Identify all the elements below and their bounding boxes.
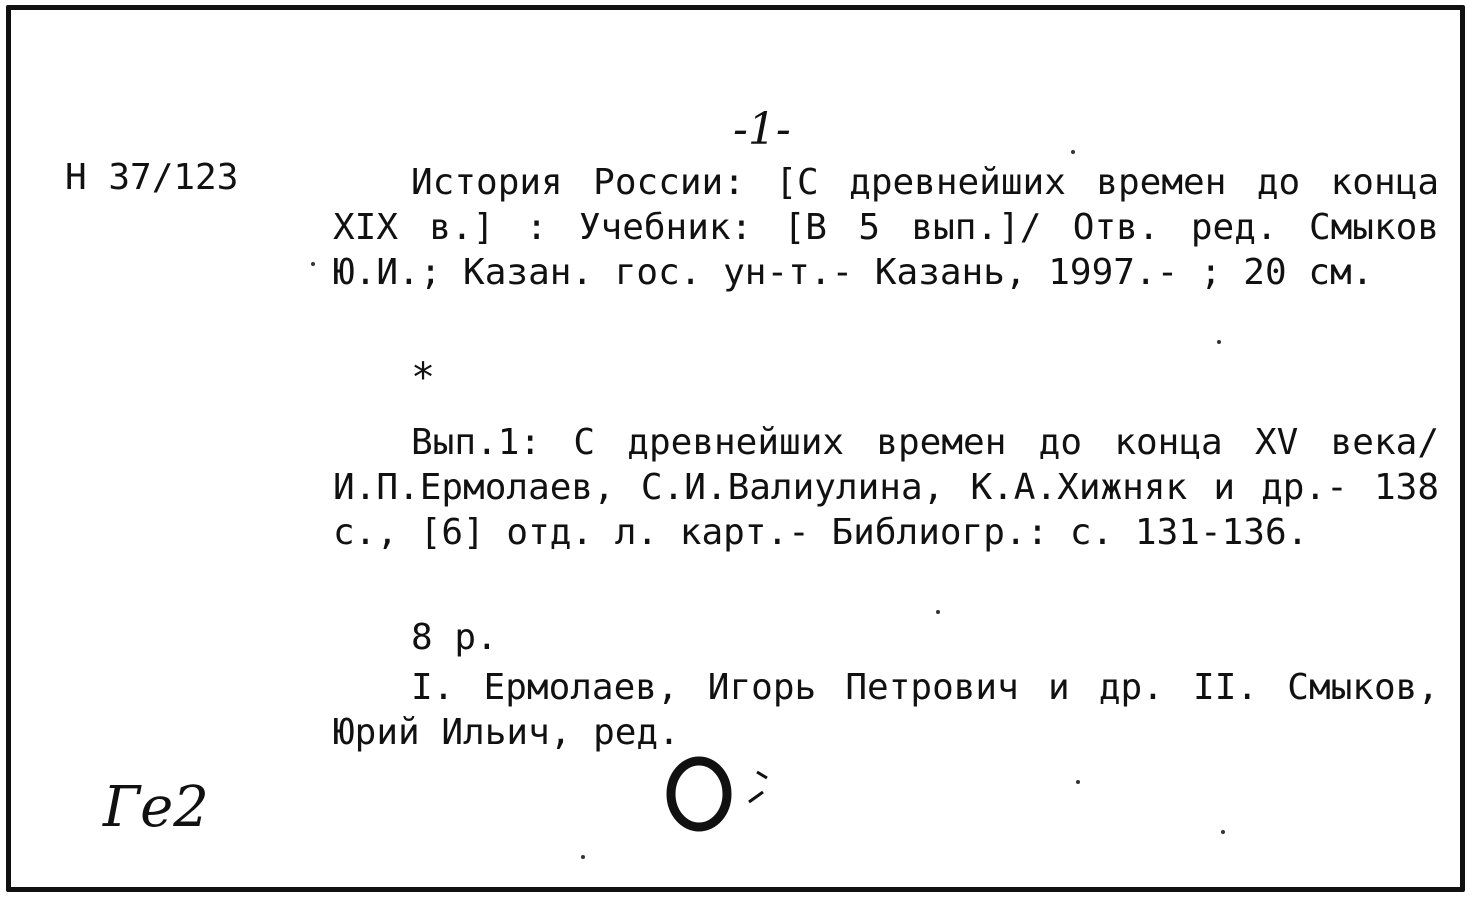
price: 8 р. <box>411 617 498 658</box>
main-entry: История России: [С древнейших времен до конца XIX в.] : Учебник: [В 5 вып.]/ Отв. ред. Смыков Ю.И.; Казан. гос. ун-т.- Казань, 1997.- ; 20 см. <box>333 162 1439 293</box>
speck <box>581 855 585 859</box>
speck <box>1217 340 1221 344</box>
separator-asterisk: * <box>411 355 436 401</box>
speck <box>1076 780 1080 784</box>
tracings: I. Ермолаев, Игорь Петрович и др. II. Смыков, Юрий Ильич, ред. <box>333 667 1439 753</box>
page-number: -1- <box>733 104 791 155</box>
shelfmark: Н 37/123 <box>65 157 239 198</box>
circle-stamp-icon <box>657 752 777 842</box>
volume-entry: Вып.1: С древнейших времен до конца XV века/ И.П.Ермолаев, С.И.Валиулина, К.А.Хижняк и др.- 138 с., [6] отд. л. карт.- Библиогр.: с. 131-136. <box>333 422 1439 553</box>
speck <box>936 610 940 614</box>
speck <box>311 262 315 266</box>
catalog-card <box>6 5 1465 892</box>
handwritten-note: Ге2 <box>103 775 209 840</box>
speck <box>1221 830 1225 834</box>
speck <box>1071 150 1075 154</box>
